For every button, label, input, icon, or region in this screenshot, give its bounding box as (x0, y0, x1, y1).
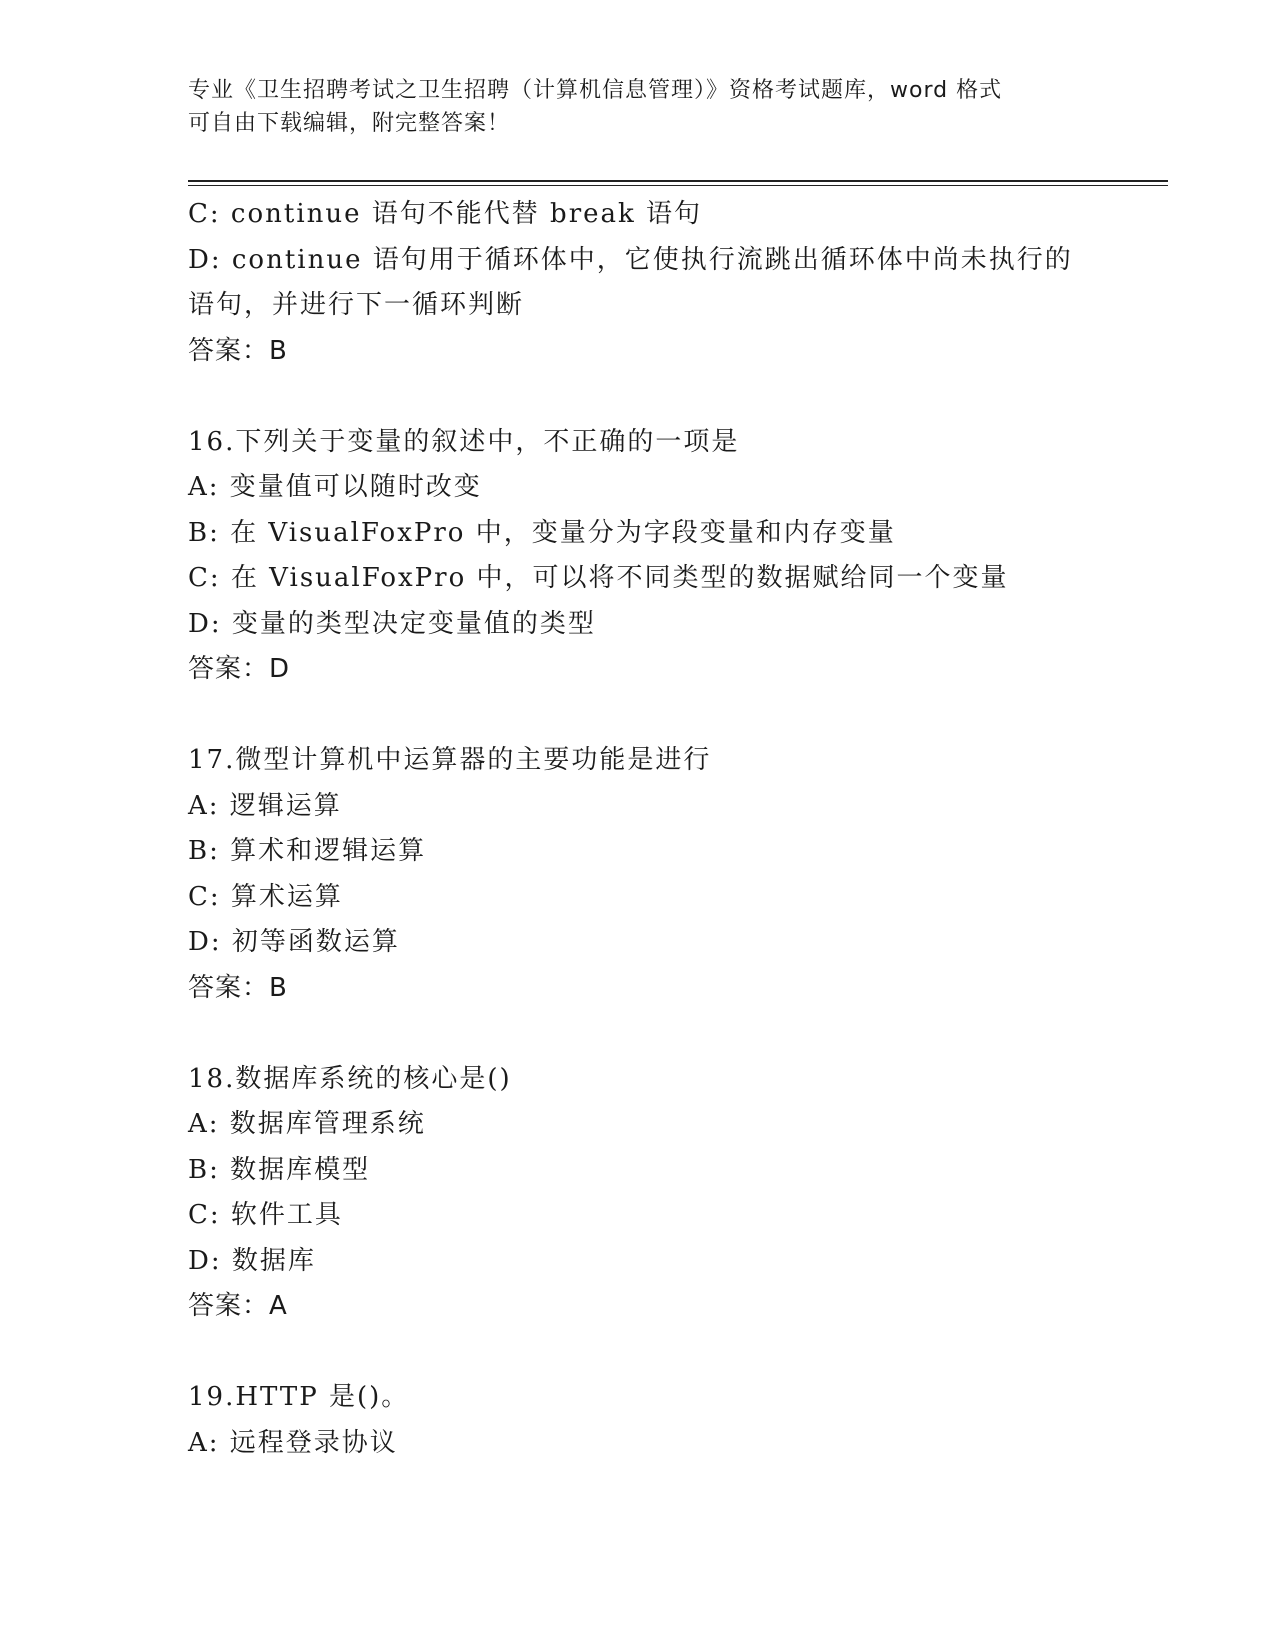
spacer (188, 1011, 1088, 1057)
question-16 (188, 420, 1088, 693)
header-line-2: 可自由下载编辑，附完整答案！ (188, 111, 511, 136)
option-a: A: 数据库管理系统 (188, 1109, 426, 1139)
header-rule-thin (188, 185, 1168, 186)
question-content (188, 192, 1088, 1466)
option-d: D: 初等函数运算 (188, 927, 400, 957)
header-rule-thick (188, 180, 1168, 182)
spacer (188, 374, 1088, 420)
header-line-1: 专业《卫生招聘考试之卫生招聘（计算机信息管理）》资格考试题库，word 格式 (188, 78, 1003, 103)
option-c: C: 算术运算 (188, 881, 343, 912)
option-b: B: 算术和逻辑运算 (188, 836, 427, 866)
answer: 答案：B (188, 335, 288, 366)
option-c: C: 软件工具 (188, 1200, 343, 1230)
option-c: C: 在 VisualFoxPro 中，可以将不同类型的数据赋给同一个变量 (188, 563, 1009, 593)
option-a: A: 逻辑运算 (188, 790, 342, 821)
question-title: 17.微型计算机中运算器的主要功能是进行 (188, 745, 712, 775)
option-d-line-2: 语句，并进行下一循环判断 (188, 290, 525, 320)
option-d: D: 变量的类型决定变量值的类型 (188, 608, 596, 639)
option-c: C: continue 语句不能代替 break 语句 (188, 199, 703, 229)
spacer (188, 693, 1088, 739)
option-b: B: 数据库模型 (188, 1154, 371, 1185)
answer: 答案：D (188, 654, 291, 684)
answer: 答案：A (188, 1291, 288, 1321)
question-title: 19.HTTP 是()。 (188, 1382, 410, 1412)
question-17 (188, 738, 1088, 1011)
question-18 (188, 1057, 1088, 1330)
option-b: B: 在 VisualFoxPro 中，变量分为字段变量和内存变量 (188, 517, 896, 548)
question-title: 18.数据库系统的核心是() (188, 1063, 512, 1094)
document-header (188, 74, 1068, 140)
option-d: D: 数据库 (188, 1245, 316, 1276)
option-d-line-1: D: continue 语句用于循环体中，它使执行流跳出循环体中尚未执行的 (188, 244, 1073, 275)
option-a: A: 变量值可以随时改变 (188, 472, 482, 502)
question-title: 16.下列关于变量的叙述中，不正确的一项是 (188, 426, 740, 457)
answer: 答案：B (188, 972, 288, 1003)
question-19 (188, 1375, 1088, 1466)
spacer (188, 1330, 1088, 1376)
continued-question (188, 192, 1088, 374)
option-a: A: 远程登录协议 (188, 1427, 398, 1458)
